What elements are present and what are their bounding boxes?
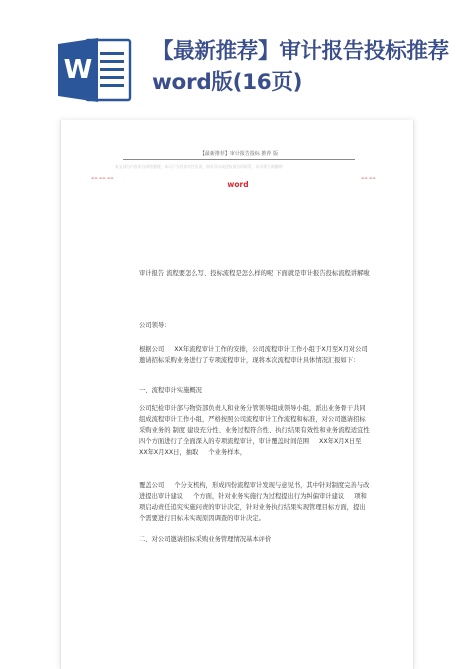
red-marker-right: == == [361,175,376,180]
document-header [0,0,474,120]
red-marker-left: == == == [91,175,114,180]
disclaimer-note: 本文部分内容来自网络整理，本司不为其真实性负责，如有异议或侵权请及时联系，本司将立即删除！ [115,164,286,169]
greeting: 公司领导： [139,322,171,329]
document-page [60,120,414,669]
section-heading-1: 一、流程审计实施概况 [139,387,202,394]
paragraph-2: 公司纪检审计部与物资部负责人和业务分管领导组成领导小组，派出业务骨干共同组成流程审计工作小组，严格按照公司流程审计工作流程和标准，对公司邀请招标采购业务的 制度 建设充分性、业务过程符合性、执行结果有效性和业务流程适宜性四个方面进行了全面深入的专项流程审计，审计覆盖时间范围 XX年X月X日至 XX年X月XX日，抽取 个业务样本， [139,405,372,456]
section-heading-2: 二、对公司邀请招标采购业务管理情况基本评价 [139,536,272,543]
word-letter: W [63,55,93,85]
intro-paragraph: 审计报告 流程要怎么写、投标流程是怎么样的呢 下面就是审计报告投标流程讲解啦 [139,270,370,277]
running-header: 【最新推荐】审计报告投标 推荐 版 [123,151,355,160]
word-document-icon [56,34,134,106]
red-label: word [227,180,249,189]
page-title: 【最新推荐】审计报告投标推荐word版(16页) [152,39,449,95]
paragraph-3: 覆盖公司 个分支机构，形成四份流程审计发现与意见书，其中针对制度完善与改进提出审计建议 个方面，针对业务实施行为过程提出行为纠偏审计建议 项和 项启动责任追究实施问责的审计决定，针对业务执行结果实现管理目标方面，提出 个需要进行目标未实现原因调查的审计决定。 [139,482,377,522]
paragraph-1: 根据公司 XX年流程审计工作的安排，公司流程审计工作小组于X月至X月对公司邀请招标采购业务进行了专项流程审计，现将本次流程审计具体情况汇报如下： [139,346,368,364]
